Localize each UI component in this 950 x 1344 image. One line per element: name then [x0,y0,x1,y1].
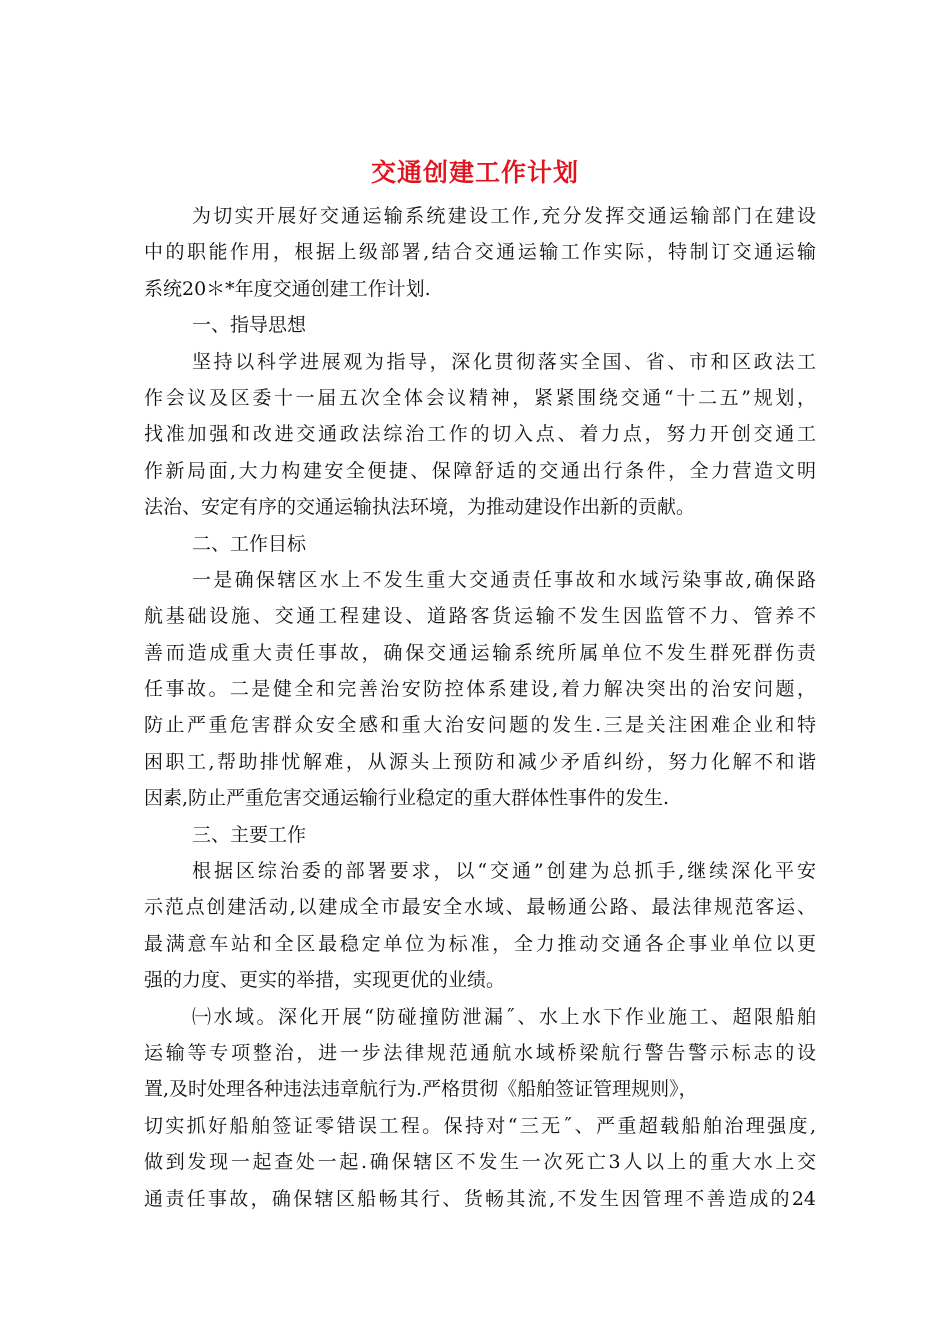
paragraph-line: 最满意车站和全区最稳定单位为标准，全力推动交通各企事业单位以更 [144,932,816,955]
paragraph-line: 坚持以科学进展观为指导，深化贯彻落实全国、省、市和区政法工 [192,350,816,373]
paragraph-line: 通责任事故，确保辖区船畅其行、货畅其流,不发生因管理不善造成的24 [144,1187,816,1210]
paragraph-line: 航基础设施、交通工程建设、道路客货运输不发生因监管不力、管养不 [144,605,816,628]
paragraph-line: 法治、安定有序的交通运输执法环境，为推动建设作出新的贡献。 [144,496,696,519]
paragraph-line: 强的力度、更实的举措，实现更优的业绩。 [144,969,506,992]
paragraph-line: 示范点创建活动,以建成全市最安全水域、最畅通公路、最法律规范客运、 [144,896,816,919]
section-heading: 二、工作目标 [192,532,307,555]
paragraph-line: 找准加强和改进交通政法综治工作的切入点、着力点，努力开创交通工 [144,423,816,446]
section-heading: 三、主要工作 [192,823,307,846]
document-body [144,198,816,1217]
paragraph-line: 中的职能作用，根据上级部署,结合交通运输工作实际，特制订交通运输 [144,241,816,264]
paragraph-line: 一是确保辖区水上不发生重大交通责任事故和水域污染事故,确保路 [192,568,816,591]
paragraph-line: 因素,防止严重危害交通运输行业稳定的重大群体性事件的发生. [144,787,670,810]
paragraph-line: 切实抓好船舶签证零错误工程。保持对“三无˝、严重超载船舶治理强度, [144,1114,816,1137]
paragraph-line: 作新局面,大力构建安全便捷、保障舒适的交通出行条件，全力营造文明 [144,459,816,482]
paragraph-line: 置,及时处理各种违法违章航行为.严格贯彻《船舶签证管理规则》， [144,1078,698,1101]
section-heading: 一、指导思想 [192,314,307,337]
paragraph-line: 为切实开展好交通运输系统建设工作,充分发挥交通运输部门在建设 [192,205,816,227]
paragraph-line: 做到发现一起查处一起.确保辖区不发生一次死亡3人以上的重大水上交 [144,1151,816,1174]
paragraph-line: 防止严重危害群众安全感和重大治安问题的发生.三是关注困难企业和特 [144,714,816,737]
paragraph-line: ㈠水域。深化开展“防碰撞防泄漏˝、水上水下作业施工、超限船舶 [192,1005,816,1028]
paragraph-line: 根据区综治委的部署要求，以“交通”创建为总抓手,继续深化平安 [192,860,816,883]
paragraph-line: 运输等专项整治，进一步法律规范通航水域桥梁航行警告警示标志的设 [144,1041,816,1064]
paragraph-line: 任事故。二是健全和完善治安防控体系建设,着力解决突出的治安问题， [144,678,816,701]
document-title: 交通创建工作计划 [370,158,579,187]
paragraph-line: 系统20＊*年度交通创建工作计划. [144,277,431,300]
paragraph-line: 作会议及区委十一届五次全体会议精神，紧紧围绕交通“十二五”规划， [144,386,816,409]
paragraph-line: 善而造成重大责任事故，确保交通运输系统所属单位不发生群死群伤责 [144,641,816,664]
paragraph-line: 困职工,帮助排忧解难，从源头上预防和减少矛盾纠纷，努力化解不和谐 [144,750,816,773]
